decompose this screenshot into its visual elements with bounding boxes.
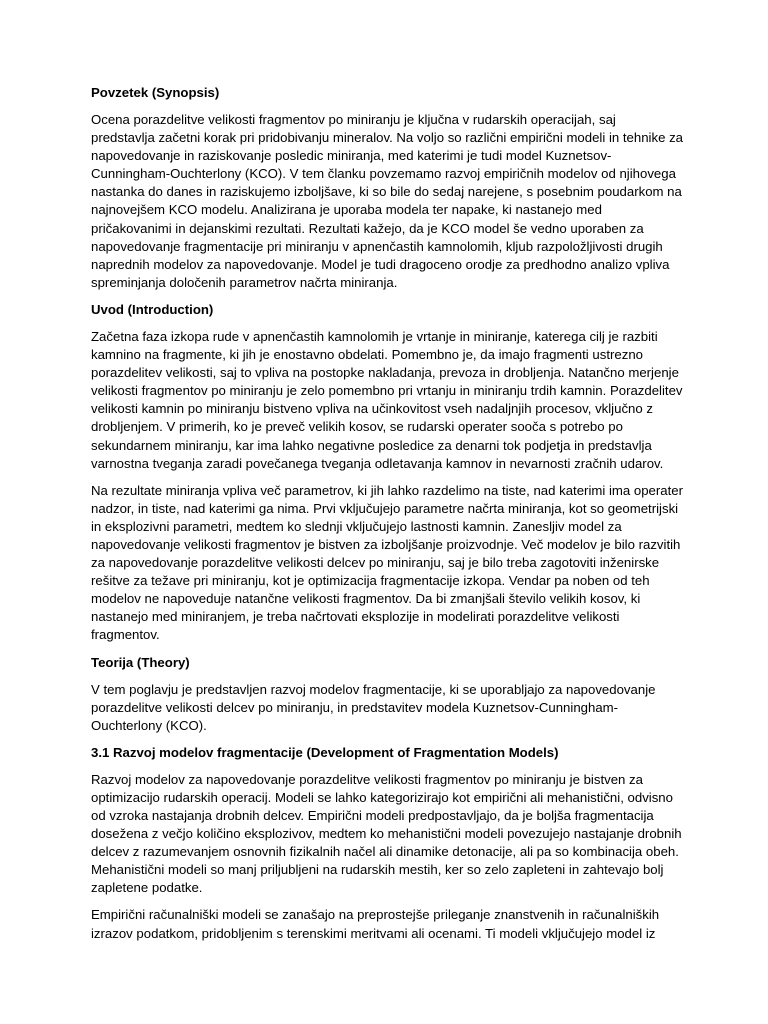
document-page: [91, 84, 683, 952]
section-3-1-paragraph-1: Razvoj modelov za napovedovanje porazdelitve velikosti fragmentov po miniranju je bistven za optimizacijo rudarskih operacij. Modeli se lahko kategorizirajo kot empirični ali mehanistični, odvisno od vzroka nastajanja drobnih delcev. Empirični modeli predpostavljajo, da je boljša fragmentacija dosežena z večjo količino eksplozivov, medtem ko mehanistični modeli povezujejo nastajanje drobnih delcev z razumevanjem osnovnih fizikalnih načel ali dinamike detonacije, ali pa so kombinacija obeh. Mehanistični modeli so manj priljubljeni na rudarskih mestih, ker so zelo zapleteni in zahtevajo bolj zapletene podatke.: [91, 771, 682, 896]
introduction-heading: Uvod (Introduction): [91, 301, 214, 317]
theory-paragraph: V tem poglavju je predstavljen razvoj modelov fragmentacije, ki se uporabljajo za napovedovanje porazdelitve velikosti delcev po miniranju, in predstavitev modela Kuznetsov-Cunningham-Ouchterlony (KCO).: [91, 681, 656, 733]
section-3-1-heading: 3.1 Razvoj modelov fragmentacije (Development of Fragmentation Models): [91, 744, 559, 760]
introduction-paragraph-2: Na rezultate miniranja vpliva več parametrov, ki jih lahko razdelimo na tiste, nad katerimi ima operater nadzor, in tiste, nad katerimi ga nima. Prvi vključujejo parametre načrta miniranja, kot so geometrijski in eksplozivni parametri, medtem ko slednji vključujejo lastnosti kamnin. Zanesljiv model za napovedovanje velikosti fragmentov je bistven za izboljšanje proizvodnje. Več modelov je bilo razvitih za napovedovanje porazdelitve velikosti delcev po miniranju, saj je bilo treba zagotoviti inženirske rešitve za težave pri miniranju, kot je optimizacija fragmentacije izkopa. Vendar pa noben od teh modelov ne napoveduje natančne velikosti fragmentov. Da bi zmanjšali število velikih kosov, ki nastanejo med miniranjem, je treba načrtovati eksplozije in modelirati porazdelitve velikosti fragmentov.: [91, 482, 683, 643]
synopsis-heading: Povzetek (Synopsis): [91, 85, 220, 100]
introduction-paragraph-1: Začetna faza izkopa rude v apnenčastih kamnolomih je vrtanje in miniranje, katerega cilj je razbiti kamnino na fragmente, ki jih je enostavno obdelati. Pomembno je, da imajo fragmenti ustrezno porazdelitev velikosti, saj to vpliva na postopke nakladanja, prevoza in drobljenja. Natančno merjenje velikosti fragmentov po miniranju je zelo pomembno pri vrtanju in miniranju trdih kamnin. Porazdelitev velikosti kamnin po miniranju bistveno vpliva na učinkovitost vseh nadaljnjih procesov, vključno z drobljenjem. V primerih, ko je preveč velikih kosov, se rudarski operater sooča s potrebo po sekundarnem miniranju, kar ima lahko negativne posledice za denarni tok podjetja in predstavlja varnostna tveganja zaradi povečanega tveganja odletavanja kamnov in nevarnosti zračnih udarov.: [91, 328, 683, 471]
theory-heading: Teorija (Theory): [91, 654, 190, 670]
section-3-1-paragraph-2: Empirični računalniški modeli se zanašajo na preprostejše prileganje znanstvenih in računalniških izrazov podatkom, pridobljenim s terenskimi meritvami ali ocenami. Ti modeli vključujejo model iz: [91, 907, 660, 941]
synopsis-paragraph: Ocena porazdelitve velikosti fragmentov po miniranju je ključna v rudarskih operacijah, saj predstavlja začetni korak pri pridobivanju mineralov. Na voljo so različni empirični modeli in tehnike za napovedovanje in raziskovanje posledic miniranja, med katerimi je tudi model Kuznetsov-Cunningham-Ouchterlony (KCO). V tem članku povzemamo razvoj empiričnih modelov od njihovega nastanka do danes in raziskujemo izboljšave, ki so bile do sedaj narejene, s posebnim poudarkom na najnovejšem KCO modelu. Analizirana je uporaba modela ter napake, ki nastanejo med pričakovanimi in dejanskimi rezultati. Rezultati kažejo, da je KCO model še vedno uporaben za napovedovanje fragmentacije pri miniranju v apnenčastih kamnolomih, kljub razpoložljivosti drugih naprednih modelov za napovedovanje. Model je tudi dragoceno orodje za predhodno analizo vpliva spreminjanja določenih parametrov načrta miniranja.: [91, 112, 683, 290]
